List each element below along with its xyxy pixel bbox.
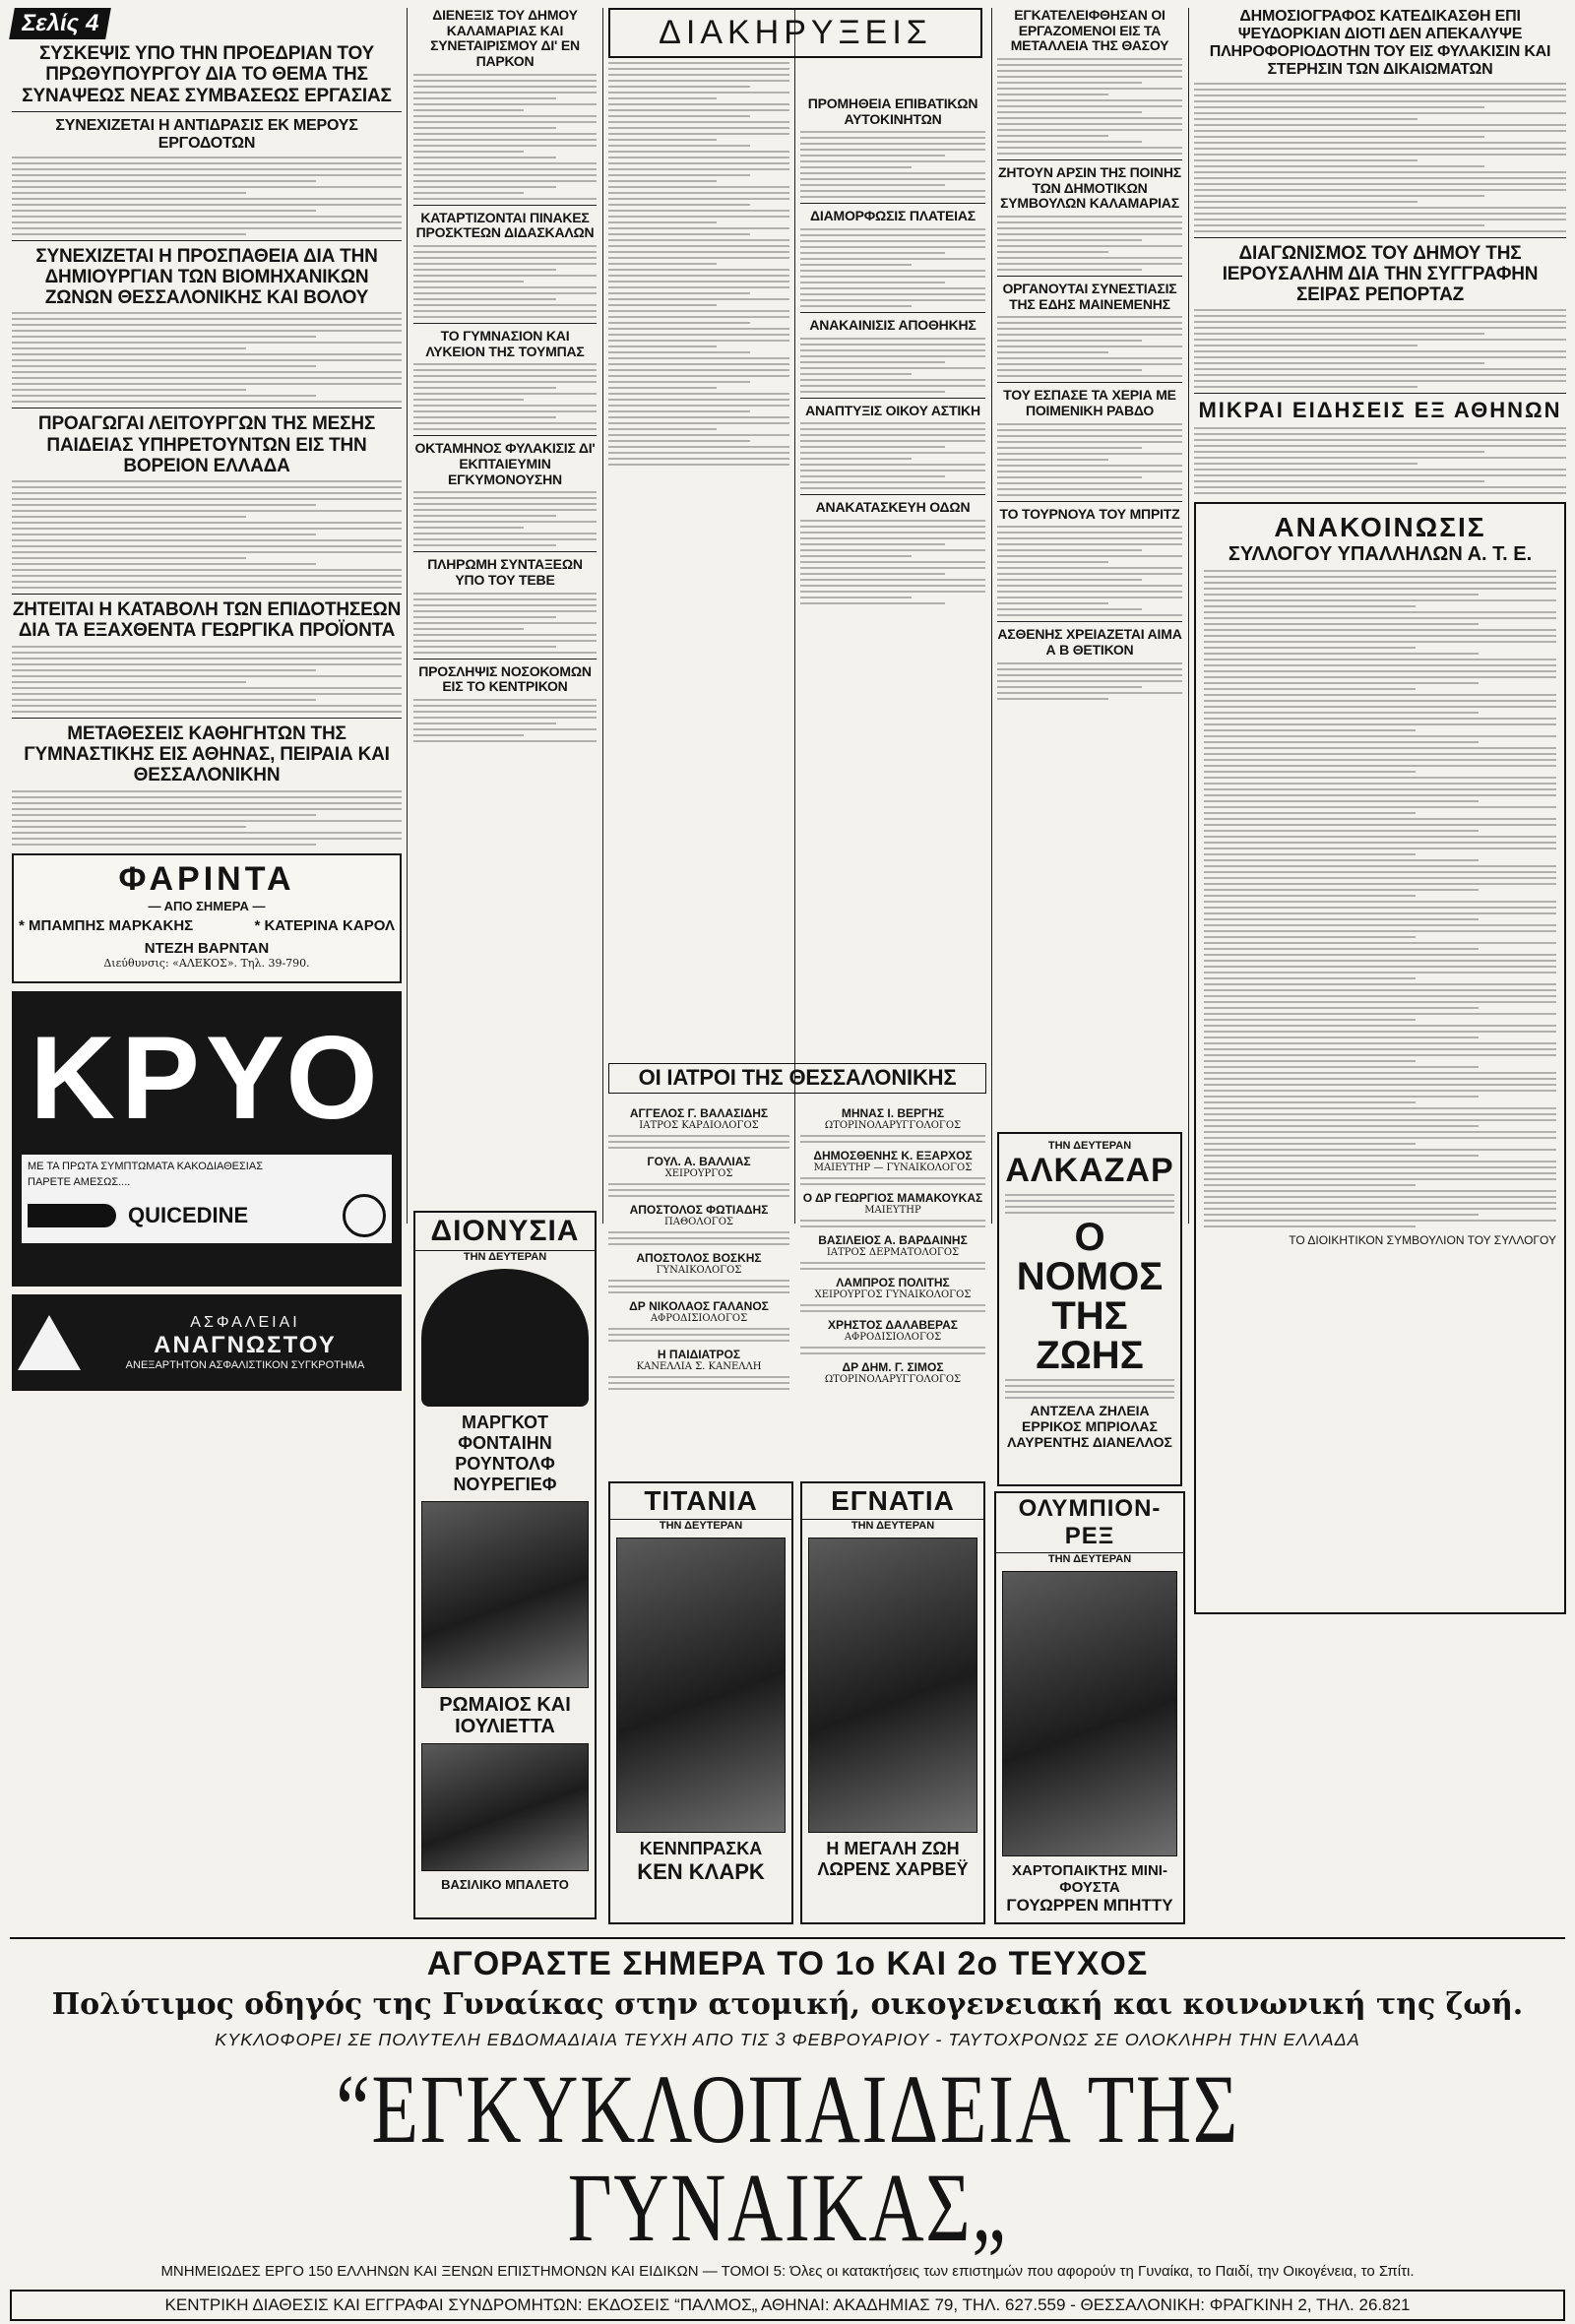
article-body — [413, 699, 597, 742]
doctor-specialty: ΩΤΟΡΙΝΟΛΑΡΥΓΓΟΛΟΓΟΣ — [824, 1374, 962, 1385]
headline: ΑΝΑΚΑΙΝΙΣΙΣ ΑΠΟΘΗΚΗΣ — [809, 317, 976, 334]
doctor-name: ΜΗΝΑΣ Ι. ΒΕΡΓΗΣ — [841, 1106, 945, 1120]
subheadline: ΣΥΝΕΧΙΖΕΤΑΙ Η ΑΝΤΙΔΡΑΣΙΣ ΕΚ ΜΕΡΟΥΣ ΕΡΓΟΔΟΤΩΝ — [55, 116, 358, 152]
doctor-name: ΧΡΗΣΤΟΣ ΔΑΛΑΒΕΡΑΣ — [827, 1318, 959, 1332]
ballet-photo — [421, 1501, 589, 1688]
article-body — [997, 526, 1182, 616]
encyclopedia-ad — [10, 1937, 1565, 2314]
article-body — [12, 646, 402, 713]
titania-ad — [608, 1481, 793, 1924]
article-body — [12, 480, 402, 589]
actor-name: * ΜΠΑΜΠΗΣ ΜΑΡΚΑΚΗΣ — [19, 916, 194, 934]
doctor-specialty: ΑΦΡΟΔΙΣΙΟΛΟΓΟΣ — [844, 1332, 942, 1343]
article-body — [413, 245, 597, 318]
headline: ΖΗΤΕΙΤΑΙ Η ΚΑΤΑΒΟΛΗ ΤΩΝ ΕΠΙΔΟΤΗΣΕΩΝ ΔΙΑ ΤΑ ΕΞΑΧΘΕΝΤΑ ΓΕΩΡΓΙΚΑ ΠΡΟΪΟΝΤΑ — [12, 599, 402, 642]
olympion-ad — [994, 1491, 1185, 1924]
headline: ΣΥΣΚΕΨΙΣ ΥΠΟ ΤΗΝ ΠΡΟΕΔΡΙΑΝ ΤΟΥ ΠΡΩΘΥΠΟΥΡΓΟΥ ΔΙΑ ΤΟ ΘΕΜΑ ΤΗΣ ΣΥΝΑΨΕΩΣ ΝΕΑΣ ΣΥΜΒΑΣΕΩΣ ΕΡΓΑΣΙΑΣ — [22, 43, 392, 106]
actor-name: ΛΩΡΕΝΣ ΧΑΡΒΕΫ — [817, 1859, 969, 1879]
egnatia-ad — [800, 1481, 985, 1924]
column-rule — [407, 8, 408, 1224]
actor-name: ΑΝΤΖΕΛΑ ΖΗΛΕΙΑ — [1030, 1403, 1150, 1418]
cinema-when: ΤΗΝ ΔΕΥΤΕΡΑΝ — [1047, 1553, 1132, 1565]
headline: ΟΡΓΑΝΟΥΤΑΙ ΣΥΝΕΣΤΙΑΣΙΣ ΤΗΣ ΕΔΗΣ ΜΑΙΝΕΜΕΝΗΣ — [1002, 281, 1177, 312]
ad-title: ΦΑΡΙΝΤΑ — [118, 859, 295, 898]
doctor-name: Ο ΔΡ ΓΕΩΡΓΙΟΣ ΜΑΜΑΚΟΥΚΑΣ — [802, 1191, 983, 1205]
column-6 — [1194, 8, 1566, 1614]
film-title: Ο ΝΟΜΟΣ — [1016, 1216, 1164, 1298]
headline: ΚΑΤΑΡΤΙΖΟΝΤΑΙ ΠΙΝΑΚΕΣ ΠΡΟΣΚΤΕΩΝ ΔΙΔΑΣΚΑΛΩΝ — [415, 209, 595, 241]
film-title: Η ΜΕΓΑΛΗ ΖΩΗ — [826, 1839, 960, 1858]
headline: ΔΙΑΜΟΡΦΩΣΙΣ ΠΛΑΤΕΙΑΣ — [810, 208, 976, 224]
doctors-list-right — [800, 1100, 985, 1385]
actor-name: ΓΟΥΩΡΡΕΝ ΜΠΗΤΤΥ — [1006, 1896, 1173, 1915]
cinema-name: ΔΙΟΝΥΣΙΑ — [415, 1213, 595, 1251]
article-body — [12, 157, 402, 235]
doctors-list-left — [608, 1100, 789, 1394]
headline: ΤΟ ΓΥΜΝΑΣΙΟΝ ΚΑΙ ΛΥΚΕΙΟΝ ΤΗΣ ΤΟΥΜΠΑΣ — [425, 328, 585, 359]
ad-title: ΚΡΥΟ — [30, 1011, 384, 1144]
doctors-section — [608, 1063, 986, 1094]
page-logo: Σελίς 4 — [9, 8, 111, 39]
cinema-when: ΤΗΝ ΔΕΥΤΕΡΑΝ — [850, 1520, 935, 1532]
doctor-specialty: ΓΥΝΑΙΚΟΛΟΓΟΣ — [656, 1265, 742, 1276]
article-body — [997, 662, 1182, 700]
film-title: ΡΩΜΑΙΟΣ ΚΑΙ ΙΟΥΛΙΕΤΤΑ — [439, 1694, 571, 1737]
ad-headline: ΑΓΟΡΑΣΤΕ ΣΗΜΕΡΑ ΤΟ 1ο ΚΑΙ 2ο ΤΕΥΧΟΣ — [426, 1945, 1149, 1982]
headline: ΖΗΤΟΥΝ ΑΡΣΙΝ ΤΗΣ ΠΟΙΝΗΣ ΤΩΝ ΔΗΜΟΤΙΚΩΝ ΣΥΜΒΟΥΛΩΝ ΚΑΛΑΜΑΡΙΑΣ — [998, 164, 1181, 212]
doctor-name: ΑΠΟΣΤΟΛΟΣ ΒΟΣΚΗΣ — [636, 1251, 762, 1265]
film-poster — [1002, 1571, 1177, 1856]
headline: ΠΡΟΣΛΗΨΙΣ ΝΟΣΟΚΟΜΩΝ ΕΙΣ ΤΟ ΚΕΝΤΡΙΚΟΝ — [418, 662, 592, 695]
cinema-name: ΟΛΥΜΠΙΟΝ-ΡΕΞ — [996, 1493, 1183, 1553]
doctor-name: ΔΡ ΔΗΜ. Γ. ΣΙΜΟΣ — [842, 1360, 944, 1374]
film-title: ΤΗΣ ΖΩΗΣ — [1036, 1294, 1144, 1377]
ad-contact: Διεύθυνσις: «ΑΛΕΚΟΣ». Τηλ. 39-790. — [103, 956, 310, 970]
doctor-specialty: ΧΕΙΡΟΥΡΓΟΣ ΓΥΝΑΙΚΟΛΟΓΟΣ — [814, 1289, 972, 1300]
article-body — [1194, 83, 1566, 232]
ad-title: ΑΣΦΑΛΕΙΑΙ — [190, 1313, 300, 1331]
film-poster — [808, 1538, 977, 1833]
ad-name: ΑΝΑΓΝΩΣΤΟΥ — [154, 1331, 337, 1358]
doctor-specialty: ΩΤΟΡΙΝΟΛΑΡΥΓΓΟΛΟΓΟΣ — [824, 1120, 962, 1131]
column-2 — [413, 8, 597, 746]
doctor-specialty: ΜΑΙΕΥΤΗΡ — [864, 1205, 921, 1216]
article-body — [997, 58, 1182, 155]
headline: ΑΝΑΚΑΤΑΣΚΕΥΗ ΟΔΩΝ — [815, 499, 971, 516]
headline: ΔΙΑΓΩΝΙΣΜΟΣ ΤΟΥ ΔΗΜΟΥ ΤΗΣ ΙΕΡΟΥΣΑΛΗΜ ΔΙΑ ΤΗΝ ΣΥΓΓΡΑΦΗΝ ΣΕΙΡΑΣ ΡΕΠΟΡΤΑΖ — [1222, 242, 1539, 306]
headline: ΕΓΚΑΤΕΛΕΙΦΘΗΣΑΝ ΟΙ ΕΡΓΑΖΟΜΕΝΟΙ ΕΙΣ ΤΑ ΜΕΤΑΛΛΕΙΑ ΤΗΣ ΘΑΣΟΥ — [1010, 7, 1169, 54]
doctor-name: ΛΑΜΠΡΟΣ ΠΟΛΙΤΗΣ — [836, 1276, 950, 1289]
headline: ΣΥΝΕΧΙΖΕΤΑΙ Η ΠΡΟΣΠΑΘΕΙΑ ΔΙΑ ΤΗΝ ΔΗΜΙΟΥΡΓΙΑΝ ΤΩΝ ΒΙΟΜΗΧΑΝΙΚΩΝ ΖΩΝΩΝ ΘΕΣΣΑΛΟΝΙΚΗΣ ΚΑΙ ΒΟΛΟΥ — [35, 245, 378, 309]
announcement-box — [1194, 502, 1566, 1614]
cinema-when: ΤΗΝ ΔΕΥΤΕΡΑΝ — [1047, 1140, 1132, 1152]
ad-subtitle: — ΑΠΟ ΣΗΜΕΡΑ — — [148, 898, 266, 913]
article-body — [997, 316, 1182, 377]
announcement-title: ΑΝΑΚΟΙΝΩΣΙΣ — [1274, 512, 1486, 543]
cinema-name: ΕΓΝΑΤΙΑ — [802, 1483, 983, 1520]
article-body — [800, 131, 985, 198]
actor-name: ΕΡΡΙΚΟΣ ΜΠΡΙΟΛΑΣ — [1022, 1418, 1158, 1434]
section-banner: ΔΙΑΚΗΡΥΞΕΙΣ — [608, 8, 982, 58]
headline: ΜΕΤΑΘΕΣΕΙΣ ΚΑΘΗΓΗΤΩΝ ΤΗΣ ΓΥΜΝΑΣΤΙΚΗΣ ΕΙΣ ΑΘΗΝΑΣ, ΠΕΙΡΑΙΑ ΚΑΙ ΘΕΣΣΑΛΟΝΙΚΗΝ — [24, 722, 390, 786]
ad-tagline: ΜΕ ΤΑ ΠΡΩΤΑ ΣΥΜΠΤΩΜΑΤΑ ΚΑΚΟΔΙΑΘΕΣΙΑΣ — [28, 1160, 263, 1172]
ad-contact: ΚΕΝΤΡΙΚΗ ΔΙΑΘΕΣΙΣ ΚΑΙ ΕΓΓΡΑΦΑΙ ΣΥΝΔΡΟΜΗΤΩΝ: ΕΚΔΟΣΕΙΣ “ΠΑΛΜΟΣ„ ΑΘΗΝΑΙ: ΑΚΑΔΗΜΙΑΣ 79, ΤΗΛ. 627.559 - ΘΕΣΣΑΛΟΝΙΚΗ: ΦΡΑΓΚΙΝΗ 2, ΤΗΛ. 26.821 — [10, 2290, 1565, 2321]
article-body — [413, 363, 597, 430]
director-name: ΝΤΕΖΗ ΒΑΡΝΤΑΝ — [144, 939, 270, 957]
article-body — [800, 422, 985, 489]
headline: ΑΣΘΕΝΗΣ ΧΡΕΙΑΖΕΤΑΙ ΑΙΜΑ Α Β ΘΕΤΙΚΟΝ — [997, 626, 1182, 659]
ad-tagline: ΑΝΕΞΑΡΤΗΤΟΝ ΑΣΦΑΛΙΣΤΙΚΟΝ ΣΥΓΚΡΟΤΗΜΑ — [125, 1358, 365, 1371]
article-body — [800, 520, 985, 604]
film-poster — [616, 1538, 786, 1833]
ad-tagline: ΒΑΣΙΛΙΚΟ ΜΠΑΛΕΤΟ — [441, 1877, 569, 1892]
article-body — [12, 312, 402, 403]
article-body — [800, 338, 985, 393]
doctor-name: ΔΗΜΟΣΘΕΝΗΣ Κ. ΕΞΑΡΧΟΣ — [813, 1149, 973, 1162]
article-body — [413, 491, 597, 546]
article-body — [608, 62, 789, 466]
doctor-specialty: ΜΑΙΕΥΤΗΡ — ΓΥΝΑΙΚΟΛΟΓΟΣ — [813, 1162, 973, 1173]
ad-description: ΜΝΗΜΕΙΩΔΕΣ ΕΡΓΟ 150 ΕΛΛΗΝΩΝ ΚΑΙ ΞΕΝΩΝ ΕΠΙΣΤΗΜΟΝΩΝ ΚΑΙ ΕΙΔΙΚΩΝ — ΤΟΜΟΙ 5: Όλες οι κατακτήσεις των επιστημών που αφορούν τη Γυναίκα, το Παιδί, την Οικογένεια, το Σπίτι. — [160, 2263, 1415, 2280]
ad-tagline: ΠΑΡΕΤΕ ΑΜΕΣΩΣ.... — [28, 1175, 131, 1188]
announcement-body — [1204, 570, 1556, 1227]
article-body — [997, 423, 1182, 496]
actor-name: ΛΑΥΡΕΝΤΗΣ ΔΙΑΝΕΛΛΟΣ — [1007, 1434, 1172, 1450]
column-4 — [800, 96, 985, 608]
headline: ΠΛΗΡΩΜΗ ΣΥΝΤΑΞΕΩΝ ΥΠΟ ΤΟΥ ΤΕΒΕ — [427, 556, 583, 589]
headline: ΔΙΕΝΕΞΙΣ ΤΟΥ ΔΗΜΟΥ ΚΑΛΑΜΑΡΙΑΣ ΚΑΙ ΣΥΝΕΤΑΙΡΙΣΜΟΥ ΔΙ' ΕΝ ΠΑΡΚΟΝ — [430, 7, 580, 70]
ad-tagline: Πολύτιμος οδηγός της Γυναίκας στην ατομική, οικογενειακή και κοινωνική της ζωή. — [51, 1987, 1524, 2022]
column-rule — [602, 8, 603, 1224]
cinema-name: ΤΙΤΑΝΙΑ — [610, 1483, 791, 1520]
doctor-specialty: ΑΦΡΟΔΙΣΙΟΛΟΓΟΣ — [650, 1313, 748, 1324]
doctor-name: ΒΑΣΙΛΕΙΟΣ Α. ΒΑΡΔΑΙΝΗΣ — [818, 1233, 968, 1247]
alkazar-ad — [997, 1132, 1182, 1486]
film-title: ΧΑΡΤΟΠΑΙΚΤΗΣ ΜΙΝΙ-ΦΟΥΣΤΑ — [1012, 1862, 1167, 1896]
actor-name: ΜΑΡΓΚΟΤ ΦΟΝΤΑΙΗΝ — [458, 1413, 552, 1453]
article-body — [1194, 309, 1566, 388]
headline: ΠΡΟΜΗΘΕΙΑ ΕΠΙΒΑΤΙΚΩΝ ΑΥΤΟΚΙΝΗΤΩΝ — [807, 95, 978, 127]
headline: ΔΗΜΟΣΙΟΓΡΑΦΟΣ ΚΑΤΕΔΙΚΑΣΘΗ ΕΠΙ ΨΕΥΔΟΡΚΙΑΝ ΔΙΟΤΙ ΔΕΝ ΑΠΕΚΑΛΥΨΕ ΠΛΗΡΟΦΟΡΙΟΔΟΤΗΝ ΤΟΥ ΕΙΣ ΦΥΛΑΚΙΣΙΝ ΚΑΙ ΣΤΕΡΗΣΙΝ ΤΩΝ ΔΙΚΑΙΩΜΑΤΩΝ — [1209, 8, 1551, 78]
headline: ΑΝΑΠΤΥΞΙΣ ΟΙΚΟΥ ΑΣΤΙΚΗ — [805, 402, 980, 418]
headline: ΤΟ ΤΟΥΡΝΟΥΑ ΤΟΥ ΜΠΡΙΤΖ — [999, 505, 1180, 522]
article-body — [413, 74, 597, 200]
kryo-ad — [12, 991, 402, 1287]
capsule-icon — [28, 1204, 116, 1227]
actor-name: ΡΟΥΝΤΟΛΦ ΝΟΥΡΕΓΙΕΦ — [453, 1454, 557, 1494]
doctor-name: ΑΓΓΕΛΟΣ Γ. ΒΑΛΑΣΙΔΗΣ — [629, 1106, 769, 1120]
doctor-name: ΔΡ ΝΙΚΟΛΑΟΣ ΓΑΛΑΝΟΣ — [629, 1299, 769, 1313]
doctor-specialty: ΚΑΝΕΛΛΙΑ Σ. ΚΑΝΕΛΛΗ — [636, 1361, 762, 1372]
sun-logo-icon — [343, 1194, 386, 1237]
headline: ΟΚΤΑΜΗΝΟΣ ΦΥΛΑΚΙΣΙΣ ΔΙ' ΕΚΠΤΑΙΕΥΜΙΝ ΕΓΚΥΜΟΝΟΥΣΗΝ — [414, 440, 596, 487]
film-title: ΚΕΝΝΠΡΑΣΚΑ — [639, 1839, 763, 1858]
ad-tagline: ΚΥΚΛΟΦΟΡΕΙ ΣΕ ΠΟΛΥΤΕΛΗ ΕΒΔΟΜΑΔΙΑΙΑ ΤΕΥΧΗ ΑΠΟ ΤΙΣ 3 ΦΕΒΡΟΥΑΡΙΟΥ - ΤΑΥΤΟΧΡΟΝΩΣ ΣΕ ΟΛΟΚΛΗΡΗ ΤΗΝ ΕΛΛΑΔΑ — [215, 2030, 1360, 2049]
article-body — [997, 216, 1182, 271]
dionysia-ad — [413, 1211, 597, 1919]
actor-name: * ΚΑΤΕΡΙΝΑ ΚΑΡΟΛ — [254, 916, 395, 934]
article-body — [413, 593, 597, 654]
doctor-name: ΑΠΟΣΤΟΛΟΣ ΦΩΤΙΑΔΗΣ — [629, 1203, 769, 1217]
column-5 — [997, 8, 1182, 704]
farinta-ad — [12, 853, 402, 983]
cinema-when: ΤΗΝ ΔΕΥΤΕΡΑΝ — [659, 1520, 743, 1532]
column-rule — [794, 8, 795, 1224]
cinema-name: ΑΛΚΑΖΑΡ — [1005, 1152, 1174, 1189]
doctor-specialty: ΙΑΤΡΟΣ ΔΕΡΜΑΤΟΛΟΓΟΣ — [826, 1247, 960, 1258]
announcement-signature: ΤΟ ΔΙΟΙΚΗΤΙΚΟΝ ΣΥΜΒΟΥΛΙΟΝ ΤΟΥ ΣΥΛΛΟΓΟΥ — [1289, 1233, 1556, 1248]
doctor-specialty: ΧΕΙΡΟΥΡΓΟΣ — [664, 1168, 733, 1179]
column-rule — [1188, 8, 1189, 1224]
doctor-specialty: ΠΑΘΟΛΟΓΟΣ — [664, 1217, 733, 1227]
headline: ΜΙΚΡΑΙ ΕΙΔΗΣΕΙΣ ΕΞ ΑΘΗΝΩΝ — [1198, 398, 1562, 423]
column-1 — [12, 8, 402, 1391]
cinema-when: ΤΗΝ ΔΕΥΤΕΡΑΝ — [463, 1251, 547, 1263]
section-title: ΟΙ ΙΑΤΡΟΙ ΤΗΣ ΘΕΣΣΑΛΟΝΙΚΗΣ — [638, 1065, 957, 1090]
article-body — [12, 790, 402, 846]
headline: ΤΟΥ ΕΣΠΑΣΕ ΤΑ ΧΕΡΙΑ ΜΕ ΠΟΙΜΕΝΙΚΗ ΡΑΒΔΟ — [1003, 387, 1176, 419]
article-body — [1194, 427, 1566, 494]
brand-name: QUICEDINE — [128, 1202, 249, 1227]
ad-title: “ΕΓΚΥΚΛΟΠΑΙΔΕΙΑ ΤΗΣ ΓΥΝΑΙΚΑΣ„ — [336, 2054, 1239, 2262]
doctor-name: ΓΟΥΛ. Α. ΒΑΛΛΙΑΣ — [647, 1155, 751, 1168]
asfaleiai-ad — [12, 1294, 402, 1391]
article-body — [800, 228, 985, 307]
actor-name: ΚΕΝ ΚΛΑΡΚ — [637, 1859, 765, 1884]
announcement-subtitle: ΣΥΛΛΟΓΟΥ ΥΠΑΛΛΗΛΩΝ Α. Τ. Ε. — [1228, 543, 1533, 566]
headline: ΠΡΟΑΓΩΓΑΙ ΛΕΙΤΟΥΡΓΩΝ ΤΗΣ ΜΕΣΗΣ ΠΑΙΔΕΙΑΣ ΥΠΗΡΕΤΟΥΝΤΩΝ ΕΙΣ ΤΗΝ ΒΟΡΕΙΟΝ ΕΛΛΑΔΑ — [37, 413, 376, 476]
triangle-logo-icon — [18, 1315, 81, 1370]
ballet-photo — [421, 1743, 589, 1871]
doctor-specialty: ΙΑΤΡΟΣ ΚΑΡΔΙΟΛΟΓΟΣ — [639, 1120, 759, 1131]
column-rule — [991, 8, 992, 1224]
doctor-name: Η ΠΑΙΔΙΑΤΡΟΣ — [657, 1348, 741, 1361]
